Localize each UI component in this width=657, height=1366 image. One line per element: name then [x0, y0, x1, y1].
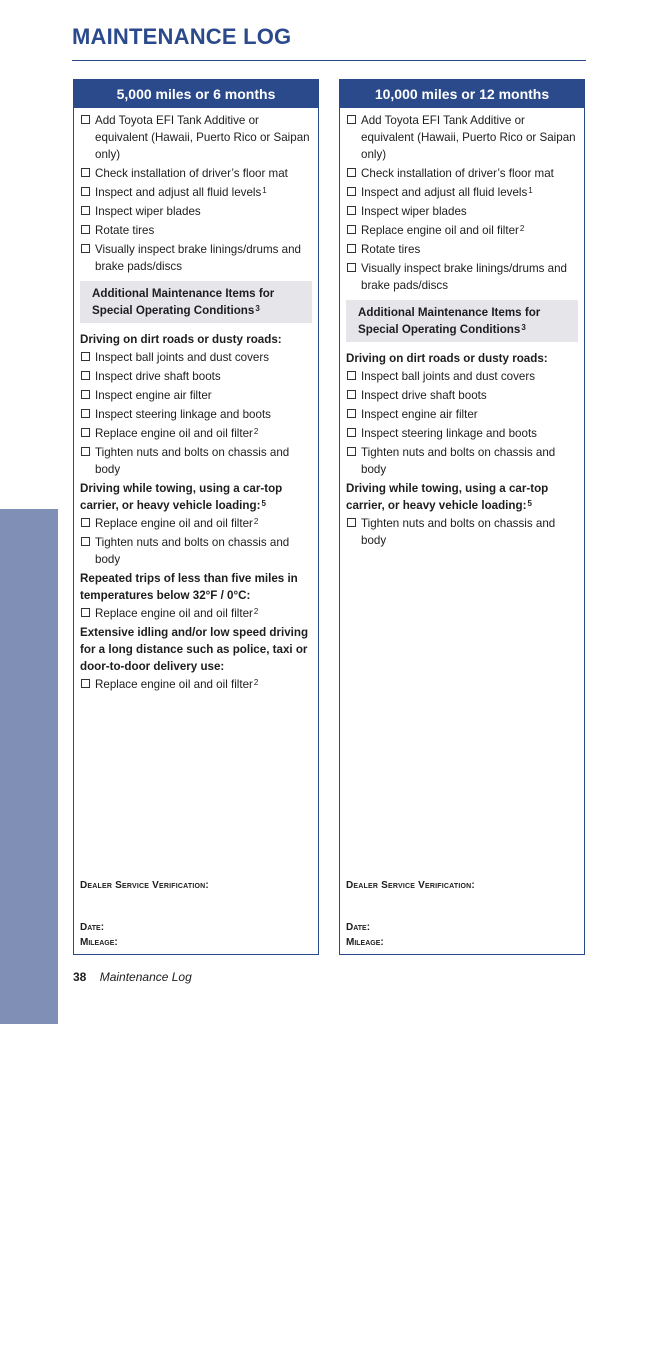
condition-title: Driving on dirt roads or dusty roads: [80, 333, 282, 346]
column-header: 10,000 miles or 12 months [340, 80, 584, 108]
checkbox[interactable] [81, 115, 90, 124]
checklist-item [80, 425, 312, 442]
item-label: Inspect and adjust all fluid levels [361, 186, 528, 199]
item-text [95, 241, 312, 275]
checkbox[interactable] [347, 409, 356, 418]
checklist-item [346, 203, 578, 220]
checkbox[interactable] [347, 428, 356, 437]
checkbox[interactable] [347, 518, 356, 527]
checkbox[interactable] [347, 244, 356, 253]
item-label: Inspect engine air filter [361, 408, 478, 421]
condition-title: Driving while towing, using a car-top carrier, or heavy vehicle loading: [346, 482, 549, 512]
checklist-item [80, 605, 312, 622]
dealer-verification-label: Dealer Service Verification: [346, 880, 475, 891]
item-label: Replace engine oil and oil filter [95, 517, 253, 530]
checkbox[interactable] [347, 390, 356, 399]
item-label: Rotate tires [95, 224, 155, 237]
item-label: Replace engine oil and oil filter [95, 607, 253, 620]
item-label: Inspect wiper blades [95, 205, 201, 218]
item-text [95, 368, 312, 385]
item-text [95, 605, 312, 622]
item-text [95, 112, 312, 163]
footnote-marker: 1 [528, 186, 533, 195]
item-label: Inspect ball joints and dust covers [95, 351, 270, 364]
checklist-item [80, 406, 312, 423]
dealer-verification-label: Dealer Service Verification: [80, 880, 209, 891]
date-label: Date: [80, 922, 105, 933]
checklist-item [346, 241, 578, 258]
item-label: Add Toyota EFI Tank Additive or equivalent (Hawaii, Puerto Rico or Saipan only) [361, 114, 576, 161]
checklist-item [346, 406, 578, 423]
condition-title: Driving while towing, using a car-top carrier, or heavy vehicle loading: [80, 482, 283, 512]
item-text [95, 444, 312, 478]
checklist-item [80, 203, 312, 220]
checkbox[interactable] [347, 168, 356, 177]
footer-label: Maintenance Log [99, 970, 192, 984]
condition-heading [80, 624, 312, 675]
checklist-item [80, 676, 312, 693]
item-label: Inspect engine air filter [95, 389, 212, 402]
checklist-item [346, 222, 578, 239]
footnote-marker: 3 [255, 304, 260, 313]
column-body [74, 108, 318, 693]
condition-title: Driving on dirt roads or dusty roads: [346, 352, 548, 365]
item-label: Tighten nuts and bolts on chassis and body [361, 446, 556, 476]
condition-title: Repeated trips of less than five miles in temperatures below 32°F / 0°C: [80, 572, 298, 602]
checkbox[interactable] [81, 225, 90, 234]
item-text [361, 184, 578, 201]
checklist-item [346, 260, 578, 294]
item-label: Inspect drive shaft boots [95, 370, 221, 383]
item-text [95, 406, 312, 423]
item-text [361, 387, 578, 404]
condition-heading [346, 350, 578, 367]
checkbox[interactable] [81, 518, 90, 527]
checkbox[interactable] [81, 608, 90, 617]
item-text [361, 368, 578, 385]
footnote-marker: 5 [261, 499, 266, 508]
item-text [95, 425, 312, 442]
item-label: Tighten nuts and bolts on chassis and body [95, 446, 290, 476]
item-label: Replace engine oil and oil filter [95, 427, 253, 440]
item-label: Inspect steering linkage and boots [361, 427, 537, 440]
checkbox[interactable] [347, 206, 356, 215]
checklist-item [80, 387, 312, 404]
checklist-item [80, 349, 312, 366]
column-body [340, 108, 584, 549]
item-text [361, 406, 578, 423]
checklist-item [80, 222, 312, 239]
checklist-item [346, 425, 578, 442]
checkbox[interactable] [81, 244, 90, 253]
item-label: Replace engine oil and oil filter [361, 224, 519, 237]
item-text [361, 444, 578, 478]
side-tab-label: MAINTENANCE [16, 1192, 41, 1366]
footnote-marker: 2 [253, 427, 259, 436]
footnote-marker: 2 [253, 607, 259, 616]
checklist-item [80, 534, 312, 568]
item-label: Inspect ball joints and dust covers [361, 370, 536, 383]
item-text [95, 534, 312, 568]
item-text [361, 260, 578, 294]
footnote-marker: 1 [262, 186, 267, 195]
checkbox[interactable] [81, 679, 90, 688]
item-text [95, 165, 312, 182]
checkbox[interactable] [81, 206, 90, 215]
checkbox[interactable] [81, 409, 90, 418]
title-divider [72, 60, 586, 61]
checklist-item [346, 165, 578, 182]
side-tab [0, 509, 58, 1366]
maintenance-column-5000 [73, 79, 319, 955]
checklist-item [346, 444, 578, 478]
checklist-item [80, 444, 312, 478]
checklist-item [346, 387, 578, 404]
item-label: Replace engine oil and oil filter [95, 678, 253, 691]
item-text [95, 515, 312, 532]
item-text [361, 425, 578, 442]
item-label: Add Toyota EFI Tank Additive or equivalent (Hawaii, Puerto Rico or Saipan only) [95, 114, 310, 161]
checkbox[interactable] [81, 447, 90, 456]
checkbox[interactable] [347, 263, 356, 272]
page-title: MAINTENANCE LOG [72, 24, 292, 49]
checkbox[interactable] [81, 352, 90, 361]
additional-items-box [346, 300, 578, 342]
condition-heading [80, 331, 312, 348]
checklist-item [80, 184, 312, 201]
item-text [95, 203, 312, 220]
footnote-marker: 5 [527, 499, 532, 508]
page-number: 38 [73, 970, 87, 984]
checklist-item [346, 515, 578, 549]
item-text [361, 515, 578, 549]
checklist-item [80, 368, 312, 385]
checkbox[interactable] [81, 168, 90, 177]
checklist-item [80, 515, 312, 532]
item-label: Tighten nuts and bolts on chassis and body [95, 536, 290, 566]
item-text [361, 112, 578, 163]
item-label: Visually inspect brake linings/drums and brake pads/discs [361, 262, 568, 292]
checklist-item [346, 112, 578, 163]
checkbox[interactable] [81, 428, 90, 437]
item-text [361, 203, 578, 220]
date-label: Date: [346, 922, 371, 933]
maintenance-column-10000 [339, 79, 585, 955]
checklist-item [80, 112, 312, 163]
additional-items-label: Additional Maintenance Items for Special Operating Conditions [358, 306, 541, 336]
checkbox[interactable] [347, 225, 356, 234]
footnote-marker: 2 [253, 678, 259, 687]
page-footer [73, 970, 192, 984]
item-text [95, 184, 312, 201]
checklist-item [346, 184, 578, 201]
checklist-item [80, 165, 312, 182]
checkbox[interactable] [347, 447, 356, 456]
item-label: Check installation of driver’s floor mat [95, 167, 288, 180]
additional-items-label: Additional Maintenance Items for Special Operating Conditions [92, 287, 275, 317]
item-text [361, 165, 578, 182]
item-text [361, 241, 578, 258]
mileage-label: Mileage: [80, 937, 118, 948]
mileage-label: Mileage: [346, 937, 384, 948]
item-label: Inspect wiper blades [361, 205, 467, 218]
checkbox[interactable] [81, 537, 90, 546]
item-label: Inspect steering linkage and boots [95, 408, 271, 421]
condition-heading [80, 570, 312, 604]
item-label: Tighten nuts and bolts on chassis and body [361, 517, 556, 547]
item-label: Rotate tires [361, 243, 421, 256]
item-label: Inspect and adjust all fluid levels [95, 186, 262, 199]
footnote-marker: 2 [519, 224, 525, 233]
item-label: Inspect drive shaft boots [361, 389, 487, 402]
item-text [95, 676, 312, 693]
condition-heading [346, 480, 578, 514]
column-header: 5,000 miles or 6 months [74, 80, 318, 108]
checkbox[interactable] [347, 371, 356, 380]
item-label: Visually inspect brake linings/drums and brake pads/discs [95, 243, 302, 273]
condition-title: Extensive idling and/or low speed driving for a long distance such as police, taxi or door-to-door delivery use: [80, 626, 309, 673]
additional-items-box [80, 281, 312, 323]
item-text [361, 222, 578, 239]
item-text [95, 222, 312, 239]
checkbox[interactable] [347, 115, 356, 124]
item-label: Check installation of driver’s floor mat [361, 167, 554, 180]
footnote-marker: 3 [521, 323, 526, 332]
checklist-item [80, 241, 312, 275]
checkbox[interactable] [81, 187, 90, 196]
checkbox[interactable] [81, 371, 90, 380]
footnote-marker: 2 [253, 517, 259, 526]
checkbox[interactable] [347, 187, 356, 196]
item-text [95, 349, 312, 366]
item-text [95, 387, 312, 404]
condition-heading [80, 480, 312, 514]
checklist-item [346, 368, 578, 385]
checkbox[interactable] [81, 390, 90, 399]
